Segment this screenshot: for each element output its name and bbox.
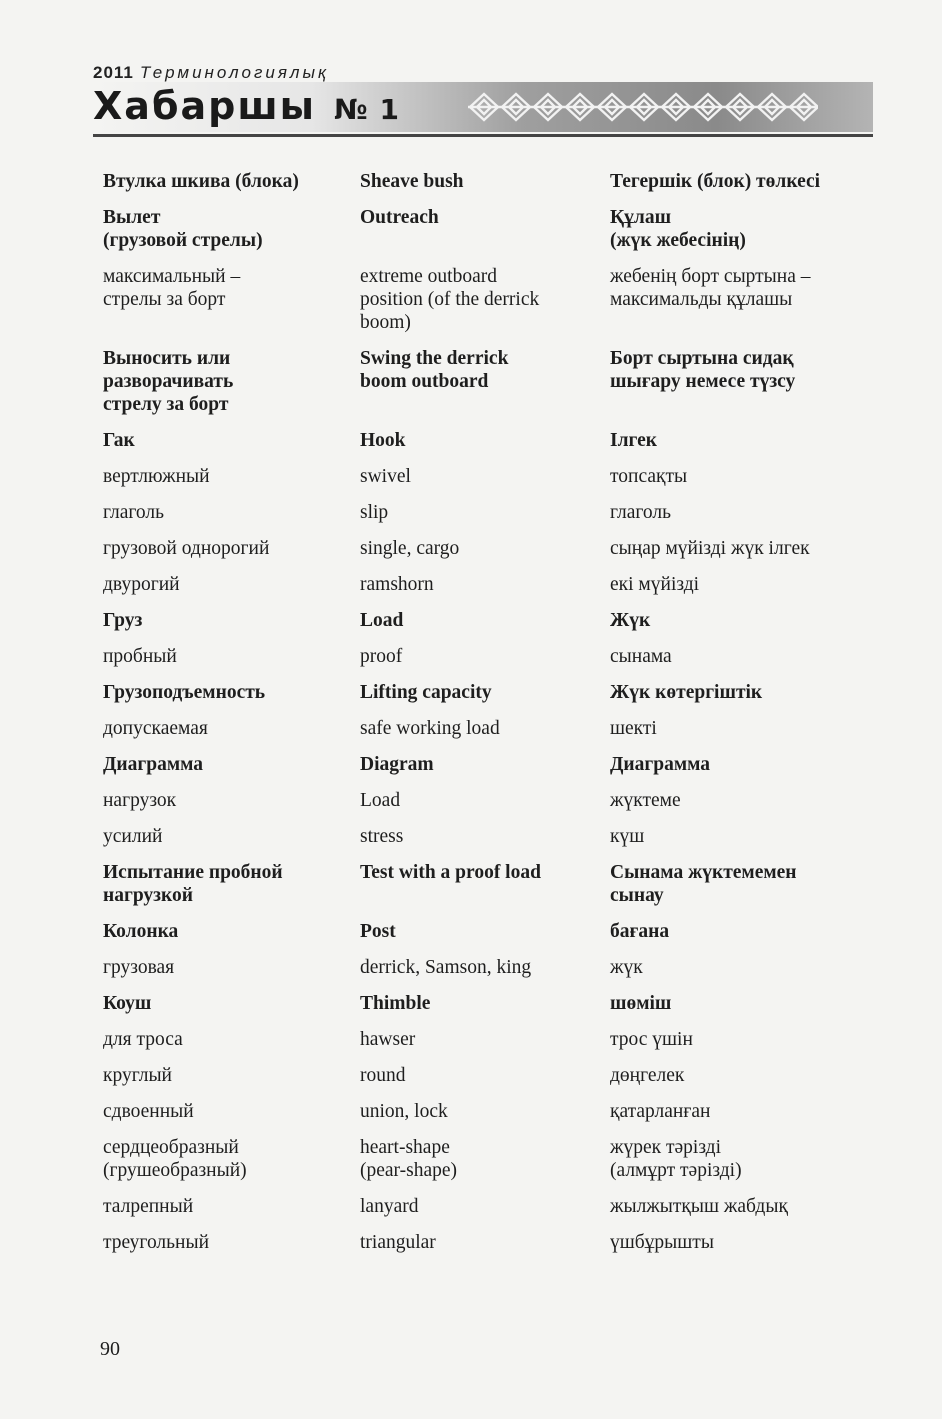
term-kz: жебенің борт сыртына – максимальды құлашы (610, 266, 811, 310)
term-en: Load (360, 790, 401, 811)
term-kz: қатарланған (610, 1101, 711, 1122)
glossary-table (103, 170, 863, 1254)
table-row (103, 347, 863, 416)
table-row (103, 992, 863, 1015)
term-ru: Втулка шкива (блока) (103, 171, 299, 192)
term-ru: Грузоподъемность (103, 682, 266, 703)
term-ru: Вылет (грузовой стрелы) (103, 207, 263, 251)
term-ru: грузовая (103, 957, 175, 978)
term-ru: нагрузок (103, 790, 177, 811)
term-en: proof (360, 646, 403, 667)
table-row (103, 170, 863, 193)
term-kz: глаголь (610, 502, 672, 523)
table-row (103, 1028, 863, 1051)
table-row (103, 789, 863, 812)
journal-name: Хабаршы (93, 84, 317, 128)
term-kz: Сынама жүктемемен сынау (610, 862, 797, 906)
table-row (103, 1100, 863, 1123)
table-row (103, 753, 863, 776)
term-ru: талрепный (103, 1196, 194, 1217)
term-ru: Коуш (103, 993, 152, 1014)
term-en: triangular (360, 1232, 436, 1253)
term-ru: двурогий (103, 574, 180, 595)
header-bar (93, 82, 873, 132)
term-ru: сдвоенный (103, 1101, 194, 1122)
term-en: slip (360, 502, 389, 523)
term-ru: Груз (103, 610, 143, 631)
term-kz: жүк (610, 957, 643, 978)
table-row (103, 609, 863, 632)
term-ru: усилий (103, 826, 163, 847)
term-en: derrick, Samson, king (360, 957, 532, 978)
running-header (93, 60, 873, 138)
term-kz: Ілгек (610, 430, 658, 451)
term-kz: екі мүйізді (610, 574, 700, 595)
table-row (103, 825, 863, 848)
term-ru: треугольный (103, 1232, 210, 1253)
term-ru: круглый (103, 1065, 172, 1086)
header-rule (93, 134, 873, 137)
term-en: safe working load (360, 718, 500, 739)
term-kz: жылжытқыш жабдық (610, 1196, 788, 1217)
header-line (93, 63, 329, 83)
term-en: Post (360, 921, 396, 942)
term-ru: Гак (103, 430, 135, 451)
term-ru: максимальный – стрелы за борт (103, 266, 241, 310)
header-year: 2011 (93, 63, 134, 82)
table-row (103, 537, 863, 560)
ornament-icon (468, 90, 818, 124)
table-row (103, 1064, 863, 1087)
term-en: ramshorn (360, 574, 434, 595)
term-en: Thimble (360, 993, 431, 1014)
term-ru: Испытание пробной нагрузкой (103, 862, 283, 906)
term-kz: шекті (610, 718, 657, 739)
term-kz: жүктеме (610, 790, 681, 811)
term-kz: Жүк көтергіштік (610, 682, 763, 703)
term-kz: сыңар мүйізді жүк ілгек (610, 538, 810, 559)
term-ru: пробный (103, 646, 177, 667)
term-en: union, lock (360, 1101, 448, 1122)
table-row (103, 681, 863, 704)
table-row (103, 861, 863, 907)
issue-number: № 1 (334, 93, 400, 126)
term-ru: вертлюжный (103, 466, 210, 487)
table-row (103, 1136, 863, 1182)
term-en: swivel (360, 466, 411, 487)
term-en: Sheave bush (360, 171, 464, 192)
table-row (103, 206, 863, 252)
table-row (103, 573, 863, 596)
term-kz: Құлаш (жүк жебесінің) (610, 207, 746, 251)
term-ru: глаголь (103, 502, 165, 523)
page-number: 90 (100, 1338, 120, 1360)
term-en: single, cargo (360, 538, 460, 559)
term-en: heart-shape (pear-shape) (360, 1137, 458, 1181)
table-row (103, 265, 863, 334)
term-en: stress (360, 826, 404, 847)
term-ru: допускаемая (103, 718, 208, 739)
header-subtitle: Терминологиялық (139, 63, 330, 82)
table-row (103, 1231, 863, 1254)
term-kz: күш (610, 826, 645, 847)
term-en: Swing the derrick boom outboard (360, 348, 509, 392)
table-row (103, 1195, 863, 1218)
term-kz: Тегершік (блок) төлкесі (610, 171, 821, 192)
term-ru: Выносить или разворачивать стрелу за борт (103, 348, 234, 415)
term-en: Outreach (360, 207, 439, 228)
term-kz: сынама (610, 646, 672, 667)
term-kz: шөміш (610, 993, 672, 1014)
term-en: Diagram (360, 754, 434, 775)
term-kz: трос үшін (610, 1029, 693, 1050)
table-row (103, 465, 863, 488)
term-kz: топсақты (610, 466, 688, 487)
term-en: extreme outboard position (of the derrick boom) (360, 266, 540, 333)
term-kz: Борт сыртына сидақ шығару немесе түзсу (610, 348, 796, 392)
term-kz: Жүк (610, 610, 651, 631)
table-row (103, 501, 863, 524)
term-en: Test with a proof load (360, 862, 541, 883)
term-kz: дөңгелек (610, 1065, 685, 1086)
term-ru: сердцеобразный (грушеобразный) (103, 1137, 247, 1181)
term-en: Hook (360, 430, 406, 451)
term-en: round (360, 1065, 406, 1086)
term-ru: Колонка (103, 921, 179, 942)
term-en: Lifting capacity (360, 682, 492, 703)
term-en: hawser (360, 1029, 416, 1050)
table-row (103, 429, 863, 452)
table-row (103, 920, 863, 943)
term-ru: для троса (103, 1029, 183, 1050)
term-kz: жүрек тәрізді (алмұрт тәрізді) (610, 1137, 742, 1181)
term-ru: грузовой однорогий (103, 538, 270, 559)
term-en: lanyard (360, 1196, 419, 1217)
journal-title (93, 84, 400, 128)
term-kz: үшбұрышты (610, 1232, 714, 1253)
table-row (103, 645, 863, 668)
term-kz: Диаграмма (610, 754, 711, 775)
table-row (103, 717, 863, 740)
table-row (103, 956, 863, 979)
term-ru: Диаграмма (103, 754, 204, 775)
term-kz: бағана (610, 921, 670, 942)
term-en: Load (360, 610, 404, 631)
